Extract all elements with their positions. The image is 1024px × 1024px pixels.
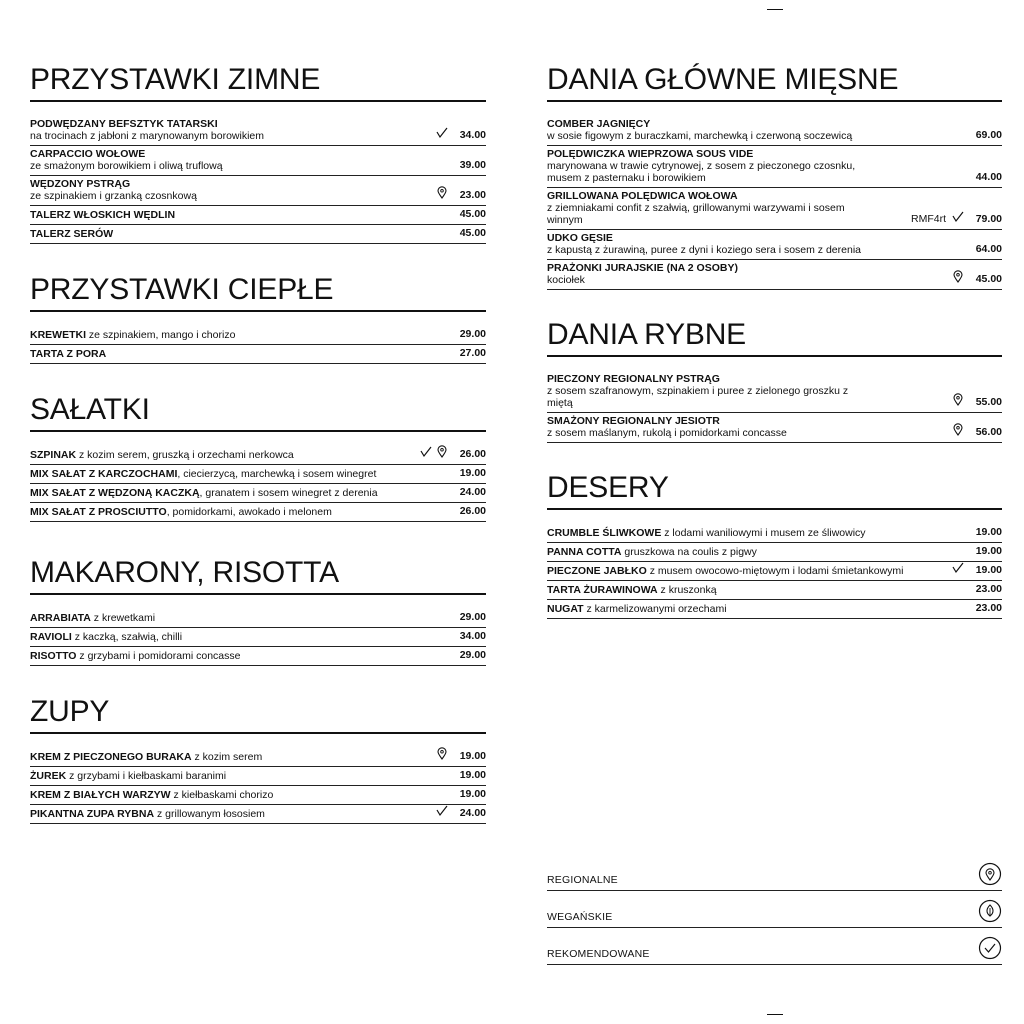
item-icons [952, 561, 964, 577]
item-description [621, 546, 756, 558]
item-description-text: z kaczką, szałwią, chilli [74, 631, 183, 643]
menu-item [30, 805, 486, 824]
item-description [167, 506, 332, 518]
check-icon [952, 210, 964, 226]
item-name: ARRABIATA [30, 612, 91, 624]
item-price: 23.00 [975, 602, 1002, 614]
item-line [547, 565, 1002, 577]
item-name: SMAŻONY REGIONALNY JESIOTR [547, 415, 720, 427]
item-line [30, 329, 486, 341]
item-price: 45.00 [459, 227, 486, 239]
item-name: MIX SAŁAT Z PROSCIUTTO [30, 506, 167, 518]
menu-section-dania-rybne [547, 318, 1002, 443]
item-description-text: z grillowanym łososiem [156, 808, 265, 820]
item-description: kociołek [547, 274, 585, 286]
menu-item [547, 581, 1002, 600]
location-pin-icon [436, 747, 448, 763]
menu-item [30, 609, 486, 628]
item-name: TALERZ SERÓW [30, 228, 114, 240]
item-price: 44.00 [975, 171, 1002, 183]
item-price: 45.00 [975, 273, 1002, 285]
item-line [30, 506, 486, 518]
item-description-text: z grzybami i pomidorami concasse [79, 650, 241, 662]
item-list [30, 116, 486, 244]
item-price: 19.00 [459, 788, 486, 800]
item-line [30, 487, 486, 499]
right-column [547, 63, 1002, 619]
menu-item [547, 413, 1002, 443]
section-title: PRZYSTAWKI ZIMNE [30, 63, 486, 102]
legend-row-rekomendowane [547, 928, 1002, 965]
page-top-tick [767, 9, 783, 10]
item-list [547, 524, 1002, 619]
item-name: KREWETKI [30, 329, 86, 341]
section-title: MAKARONY, RISOTTA [30, 556, 486, 595]
item-line [30, 449, 486, 461]
item-description: w sosie figowym z buraczkami, marchewką i czerwoną soczewicą [547, 130, 853, 142]
menu-item [547, 230, 1002, 260]
menu-item [547, 524, 1002, 543]
item-description [154, 808, 265, 820]
item-line [547, 232, 1002, 244]
item-name: RISOTTO [30, 650, 77, 662]
item-name: RAVIOLI [30, 631, 72, 643]
item-description: ze smażonym borowikiem i oliwą truflową [30, 160, 223, 172]
item-description-continued: musem z pasternaku i borowikiem [547, 172, 706, 184]
item-line [30, 808, 486, 820]
left-column [30, 63, 486, 824]
item-name: TARTA ŻURAWINOWA [547, 584, 658, 596]
item-list [30, 748, 486, 824]
item-description: z kapustą z żurawiną, puree z dyni i koziego sera i sosem z derenia [547, 244, 861, 256]
item-price: 45.00 [459, 208, 486, 220]
item-line [30, 178, 486, 190]
menu-item [30, 225, 486, 244]
menu-item [30, 176, 486, 206]
item-description: marynowana w trawie cytrynowej, z sosem z pieczonego czosnku, [547, 160, 856, 172]
item-line [30, 148, 486, 160]
page-bottom-tick [767, 1014, 783, 1015]
item-description [91, 612, 155, 624]
menu-item [30, 503, 486, 522]
item-line [547, 546, 1002, 558]
menu-item [30, 446, 486, 465]
item-icons [952, 393, 964, 409]
menu-item [30, 748, 486, 767]
item-description-text: z kozim serem, gruszką i orzechami nerkowca [79, 449, 294, 461]
item-line [547, 584, 1002, 596]
menu-item [30, 206, 486, 225]
item-name: MIX SAŁAT Z WĘDZONĄ KACZKĄ [30, 487, 200, 499]
item-price: 23.00 [459, 189, 486, 201]
item-name: KREM Z PIECZONEGO BURAKA [30, 751, 192, 763]
menu-item [30, 116, 486, 146]
item-line [547, 148, 1002, 160]
item-icons [952, 210, 964, 226]
item-code: RMF4rt [911, 213, 946, 225]
item-list [547, 116, 1002, 290]
item-name: MIX SAŁAT Z KARCZOCHAMI [30, 468, 178, 480]
section-title: DESERY [547, 471, 1002, 510]
item-description-text: , ciecierzycą, marchewką i sosem winegret [177, 468, 377, 480]
item-description [658, 584, 717, 596]
item-description [86, 329, 235, 341]
menu-item [30, 326, 486, 345]
menu-item [547, 600, 1002, 619]
menu-section-przystawki-cieple [30, 273, 486, 364]
item-line [30, 789, 486, 801]
section-title: DANIA GŁÓWNE MIĘSNE [547, 63, 1002, 102]
item-line [547, 527, 1002, 539]
item-description [177, 468, 376, 480]
menu-item [30, 647, 486, 666]
item-description: ze szpinakiem i grzanką czosnkową [30, 190, 197, 202]
item-list [547, 371, 1002, 443]
item-description-text: z kozim serem [194, 751, 263, 763]
item-icons [436, 126, 448, 142]
item-line [30, 468, 486, 480]
item-description-text: z krewetkami [93, 612, 156, 624]
item-price: 29.00 [459, 649, 486, 661]
item-price: 34.00 [459, 129, 486, 141]
check-icon [952, 561, 964, 577]
item-description [200, 487, 378, 499]
item-line [547, 415, 1002, 427]
item-description: z ziemniakami confit z szałwią, grillowanymi warzywami i sosem winnym [547, 202, 845, 226]
menu-item [30, 146, 486, 176]
item-name: ŻUREK [30, 770, 67, 782]
item-price: 34.00 [459, 630, 486, 642]
check-icon [420, 445, 432, 461]
item-description-text: z karmelizowanymi orzechami [586, 603, 727, 615]
menu-item [547, 116, 1002, 146]
legend-label: WEGAŃSKIE [547, 911, 613, 923]
legend-row-regionalne [547, 854, 1002, 891]
legend [547, 854, 1002, 965]
item-name: UDKO GĘSIE [547, 232, 613, 244]
item-description: z sosem szafranowym, szpinakiem i puree z zielonego groszku z miętą [547, 385, 849, 409]
location-pin-icon [952, 270, 964, 286]
item-price: 24.00 [459, 807, 486, 819]
item-description: z sosem maślanym, rukolą i pomidorkami concasse [547, 427, 787, 439]
section-title: PRZYSTAWKI CIEPŁE [30, 273, 486, 312]
location-pin-icon [952, 423, 964, 439]
item-name: CARPACCIO WOŁOWE [30, 148, 146, 160]
item-description [647, 565, 904, 577]
location-pin-icon [436, 445, 448, 461]
section-title: DANIA RYBNE [547, 318, 1002, 357]
menu-item [30, 767, 486, 786]
legend-label: REKOMENDOWANE [547, 948, 650, 960]
menu-item [30, 786, 486, 805]
location-pin-icon [436, 186, 448, 202]
item-price: 23.00 [975, 583, 1002, 595]
item-name: PIECZONY REGIONALNY PSTRĄG [547, 373, 720, 385]
item-description [661, 527, 865, 539]
item-price: 19.00 [975, 564, 1002, 576]
item-description-text: z grzybami i kiełbaskami baranimi [69, 770, 227, 782]
item-name: KREM Z BIAŁYCH WARZYW [30, 789, 171, 801]
item-list [30, 326, 486, 364]
item-line [30, 118, 486, 130]
menu-item [30, 465, 486, 484]
item-description-text: gruszkowa na coulis z pigwy [624, 546, 757, 558]
item-icons [436, 747, 448, 763]
check-icon [436, 804, 448, 820]
item-description-text: z lodami waniliowymi i musem ze śliwowicy [664, 527, 866, 539]
item-price: 26.00 [459, 505, 486, 517]
item-list [30, 446, 486, 522]
item-name: NUGAT [547, 603, 584, 615]
section-title: SAŁATKI [30, 393, 486, 432]
item-price: 56.00 [975, 426, 1002, 438]
item-line [30, 209, 486, 221]
item-line [547, 190, 1002, 202]
location-pin-icon [952, 393, 964, 409]
item-price: 27.00 [459, 347, 486, 359]
item-name: COMBER JAGNIĘCY [547, 118, 651, 130]
menu-section-salatki [30, 393, 486, 522]
item-price: 79.00 [975, 213, 1002, 225]
item-description [76, 650, 240, 662]
menu-item [30, 628, 486, 647]
item-name: TALERZ WŁOSKICH WĘDLIN [30, 209, 176, 221]
menu-item [547, 146, 1002, 188]
menu-item [547, 188, 1002, 230]
item-name: TARTA Z PORA [30, 348, 107, 360]
item-price: 24.00 [459, 486, 486, 498]
item-line [30, 650, 486, 662]
item-description-text: z musem owocowo-miętowym i lodami śmietankowymi [649, 565, 904, 577]
item-line [30, 631, 486, 643]
item-name: POLĘDWICZKA WIEPRZOWA SOUS VIDE [547, 148, 754, 160]
item-list [30, 609, 486, 666]
item-description-text: z kruszonką [660, 584, 717, 596]
item-line [547, 603, 1002, 615]
item-description [171, 789, 274, 801]
item-icons [952, 423, 964, 439]
menu-item [30, 484, 486, 503]
item-icons [420, 445, 448, 461]
legend-row-weganskie [547, 891, 1002, 928]
item-price: 19.00 [975, 526, 1002, 538]
item-price: 19.00 [459, 750, 486, 762]
item-name: PIKANTNA ZUPA RYBNA [30, 808, 155, 820]
item-description [584, 603, 727, 615]
item-price: 55.00 [975, 396, 1002, 408]
item-price: 19.00 [975, 545, 1002, 557]
item-description [76, 449, 294, 461]
menu-section-dania-glowne-miesne [547, 63, 1002, 290]
item-name: PANNA COTTA [547, 546, 622, 558]
menu-section-makarony-risotta [30, 556, 486, 666]
menu-item [547, 371, 1002, 413]
item-price: 19.00 [459, 769, 486, 781]
menu-item [547, 543, 1002, 562]
item-price: 29.00 [459, 611, 486, 623]
item-description-text: z kiełbaskami chorizo [173, 789, 274, 801]
item-line [30, 751, 486, 763]
menu-item [547, 260, 1002, 290]
item-name: WĘDZONY PSTRĄG [30, 178, 131, 190]
item-description [192, 751, 263, 763]
item-name: CRUMBLE ŚLIWKOWE [547, 527, 662, 539]
menu-item [547, 562, 1002, 581]
item-name: PRAŻONKI JURAJSKIE (NA 2 OSOBY) [547, 262, 738, 274]
item-description-text: , granatem i sosem winegret z derenia [199, 487, 378, 499]
item-line [30, 348, 486, 360]
section-title: ZUPY [30, 695, 486, 734]
item-description [72, 631, 182, 643]
item-line [30, 228, 486, 240]
legend-label: REGIONALNE [547, 874, 618, 886]
item-icons [436, 804, 448, 820]
item-price: 26.00 [459, 448, 486, 460]
item-line [30, 770, 486, 782]
item-price: 39.00 [459, 159, 486, 171]
item-icons [952, 270, 964, 286]
item-line [547, 373, 1002, 385]
item-line [30, 612, 486, 624]
item-description-text: ze szpinakiem, mango i chorizo [88, 329, 236, 341]
item-name: PODWĘDZANY BEFSZTYK TATARSKI [30, 118, 218, 130]
item-price: 64.00 [975, 243, 1002, 255]
item-line [547, 262, 1002, 274]
item-price: 19.00 [459, 467, 486, 479]
item-name: PIECZONE JABŁKO [547, 565, 647, 577]
item-line [547, 118, 1002, 130]
menu-section-przystawki-zimne [30, 63, 486, 244]
item-name: SZPINAK [30, 449, 77, 461]
item-name: GRILLOWANA POLĘDWICA WOŁOWA [547, 190, 738, 202]
item-price: 29.00 [459, 328, 486, 340]
item-description [66, 770, 226, 782]
item-description-text: , pomidorkami, awokado i melonem [166, 506, 332, 518]
item-description: na trocinach z jabłoni z marynowanym borowikiem [30, 130, 265, 142]
item-price: 69.00 [975, 129, 1002, 141]
menu-section-zupy [30, 695, 486, 824]
menu-section-desery [547, 471, 1002, 619]
menu-item [30, 345, 486, 364]
item-icons [436, 186, 448, 202]
check-icon [436, 126, 448, 142]
